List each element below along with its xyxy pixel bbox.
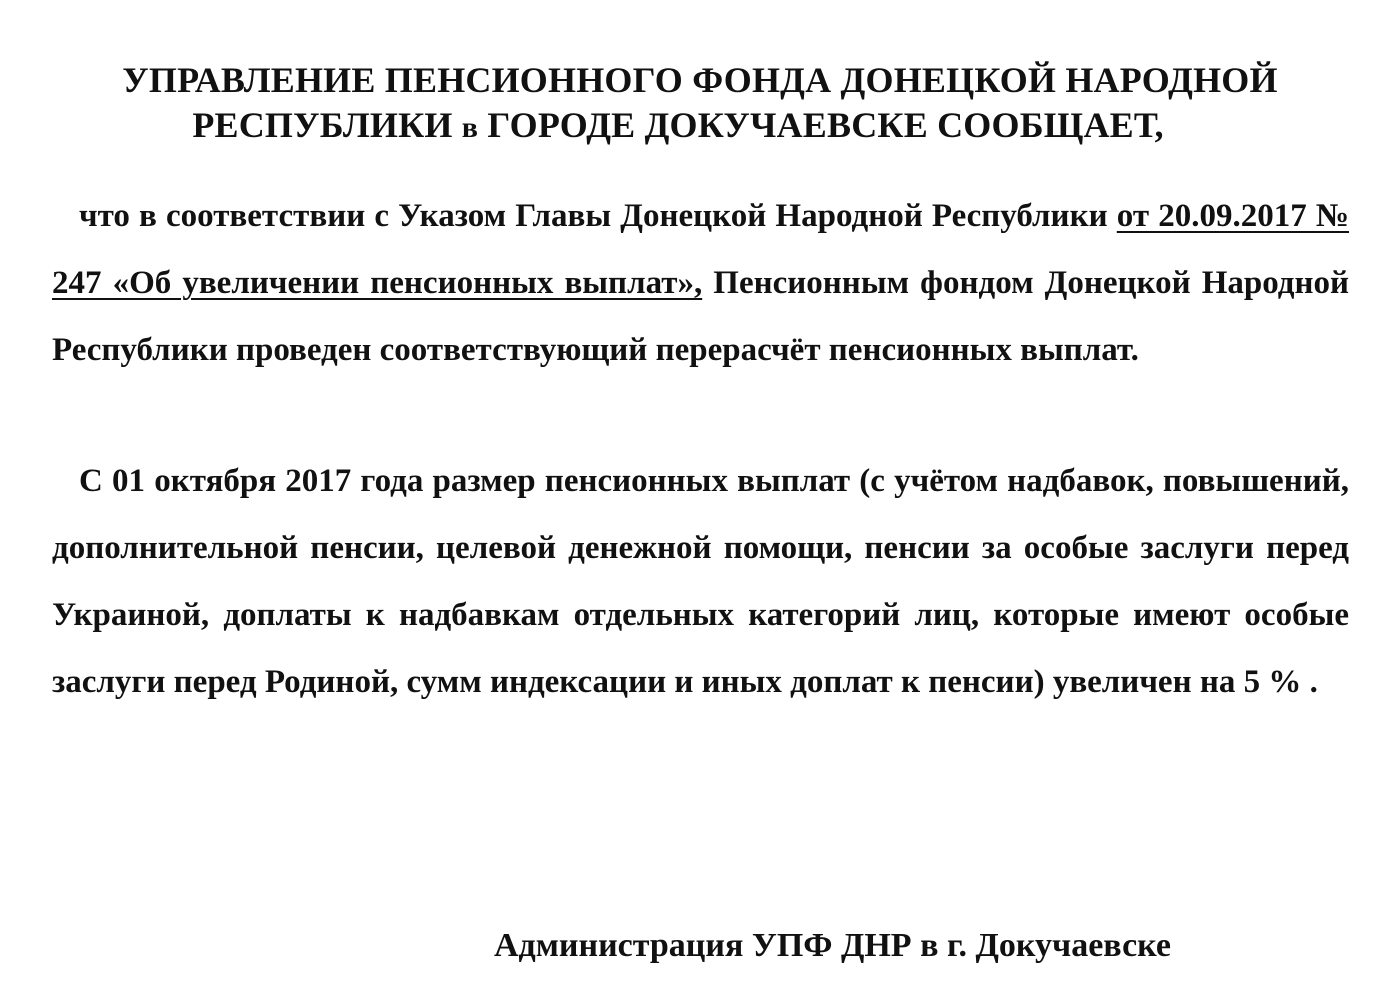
notice-heading-line-2 — [0, 103, 1378, 150]
heading-line-1-text: УПРАВЛЕНИЕ ПЕНСИОННОГО ФОНДА ДОНЕЦКОЙ НАРОДНОЙ — [122, 60, 1278, 100]
paragraph-decree — [52, 183, 1349, 384]
heading-line-2-part-2: ГОРОДЕ ДОКУЧАЕВСКЕ СООБЩАЕТ, — [478, 105, 1164, 145]
paragraph-decree-lead: что в соответствии с Указом Главы Донецкой Народной Республики — [79, 198, 1117, 234]
paragraph-decree-tail: Пенсионным фондом Донецкой Народной Республики проведен соответствующий перерасчёт пенсионных выплат. — [52, 265, 1349, 368]
heading-line-2-part-1: РЕСПУБЛИКИ — [192, 105, 462, 145]
notice-heading-line-1 — [0, 58, 1400, 102]
paragraph-increase — [52, 448, 1349, 716]
heading-line-2-small-word: в — [461, 111, 479, 144]
signature: Администрация УПФ ДНР в г. Докучаевске — [494, 927, 1172, 964]
decree-reference: от 20.09.2017 № 247 «Об увеличении пенсионных выплат», — [52, 198, 1350, 301]
paragraph-increase-text: С 01 октября 2017 года размер пенсионных выплат (с учётом надбавок, повышений, дополнительной пенсии, целевой денежной помощи, пенсии за особые заслуги перед Украиной, доплаты к надбавкам отдельных категорий лиц, которые имеют особые заслуги перед Родиной, сумм индексации и иных доплат к пенсии) увеличен на 5 % . — [52, 463, 1349, 700]
